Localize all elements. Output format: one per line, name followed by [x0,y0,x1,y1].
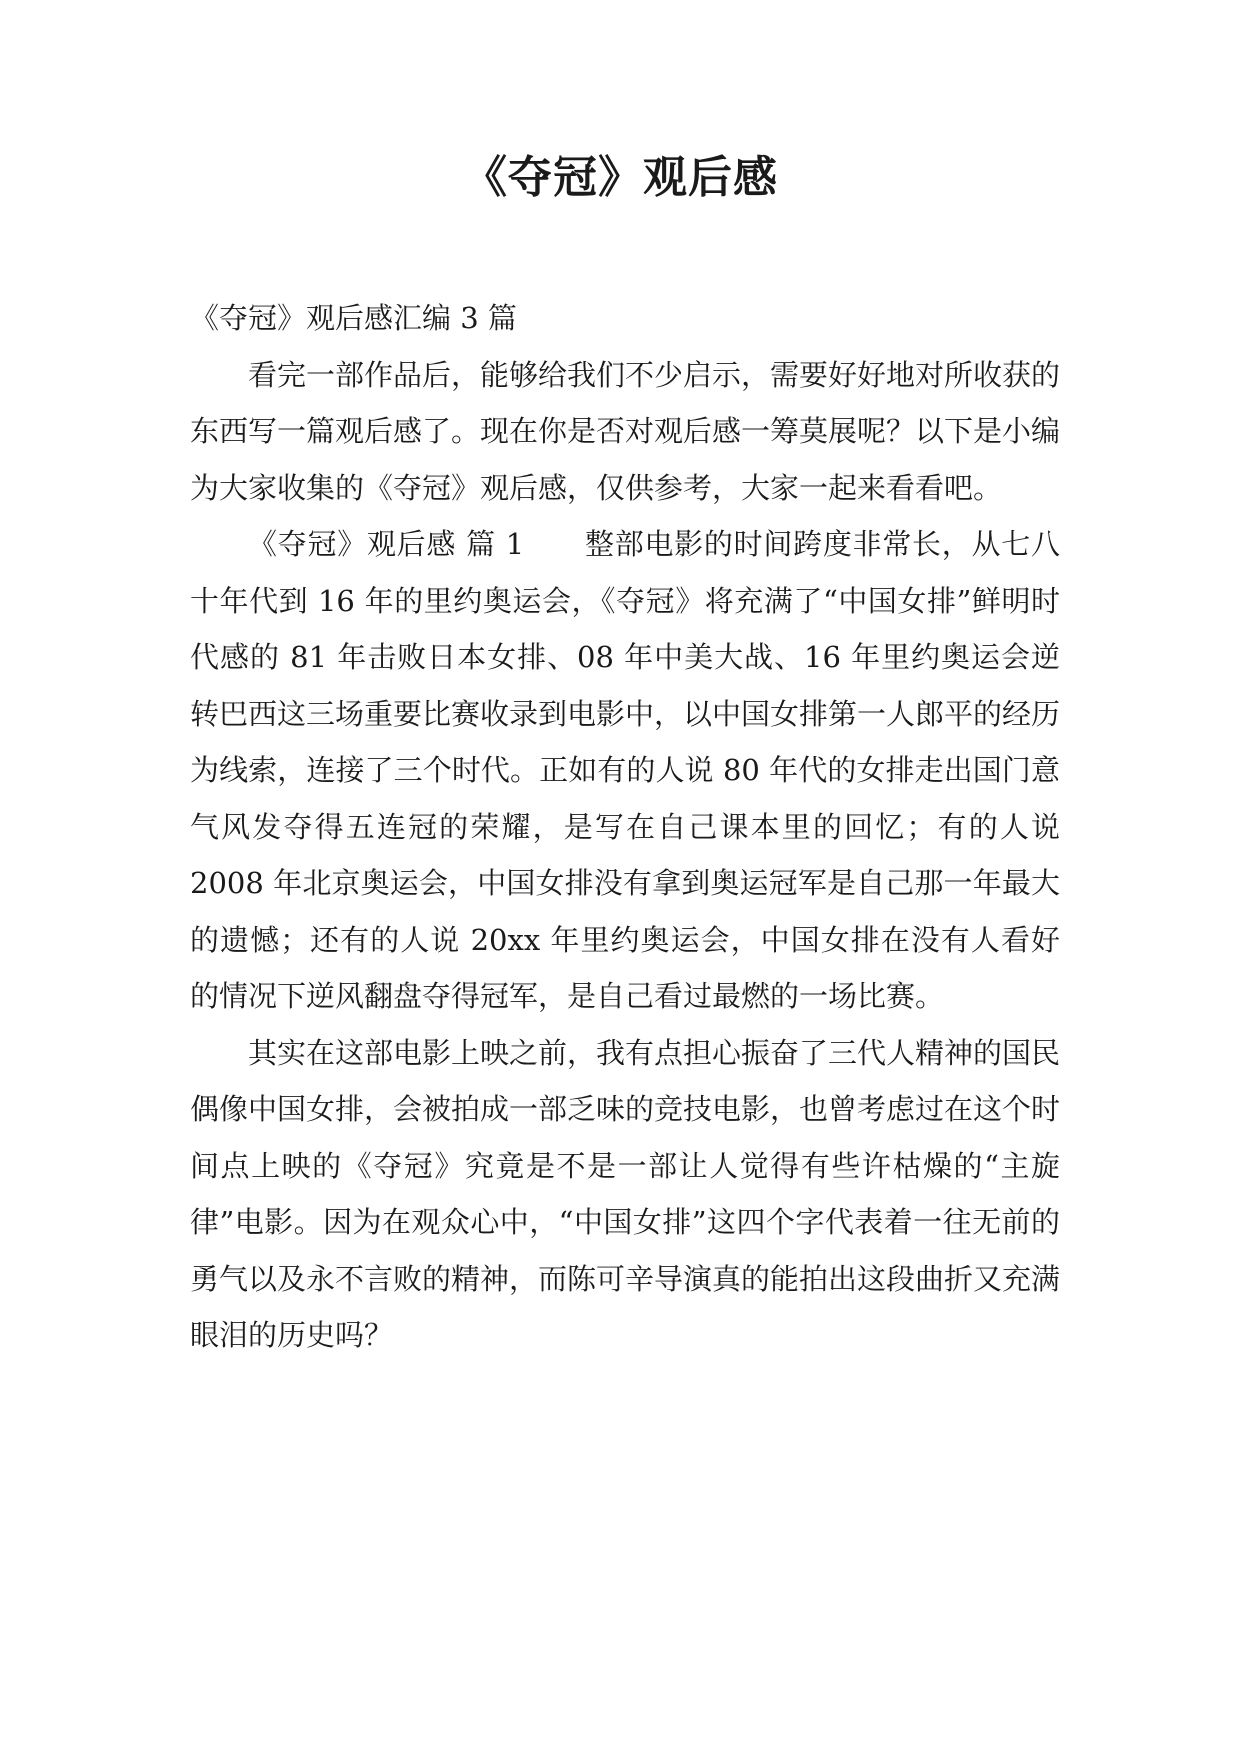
page-title: 《夺冠》观后感 [463,152,778,203]
section-1-heading: 《夺冠》观后感 篇 1 [248,527,525,561]
document-subtitle: 《夺冠》观后感汇编 3 篇 [190,301,517,335]
intro-paragraph: 看完一部作品后，能够给我们不少启示，需要好好地对所收获的东西写一篇观后感了。现在你是否对观后感一筹莫展呢？以下是小编为大家收集的《夺冠》观后感，仅供参考，大家一起来看看吧。 [190,357,1061,505]
second-paragraph: 其实在这部电影上映之前，我有点担心振奋了三代人精神的国民偶像中国女排，会被拍成一部乏味的竞技电影，也曾考虑过在这个时间点上映的《夺冠》究竟是不是一部让人觉得有些许枯燥的“主旋律”电影。因为在观众心中，“中国女排”这四个字代表着一往无前的勇气以及永不言败的精神，而陈可辛导演真的能拍出这段曲折又充满眼泪的历史吗？ [190,1035,1061,1352]
section-1-text: 整部电影的时间跨度非常长，从七八十年代到 16 年的里约奥运会，《夺冠》将充满了“中国女排”鲜明时代感的 81 年击败日本女排、08 年中美大战、16 年里约奥运会逆转巴西这三场重要比赛收录到电影中，以中国女排第一人郎平的经历为线索，连接了三个时代。正如有的人说 80 年代的女排走出国门意气风发夺得五连冠的荣耀，是写在自己课本里的回忆；有的人说 2008 年北京奥运会，中国女排没有拿到奥运冠军是自己那一年最大的遗憾；还有的人说 20xx 年里约奥运会，中国女排在没有人看好的情况下逆风翻盘夺得冠军，是自己看过最燃的一场比赛。 [190,527,1061,1013]
document-body [190,290,1060,1364]
section-1-paragraph [190,516,1060,1025]
